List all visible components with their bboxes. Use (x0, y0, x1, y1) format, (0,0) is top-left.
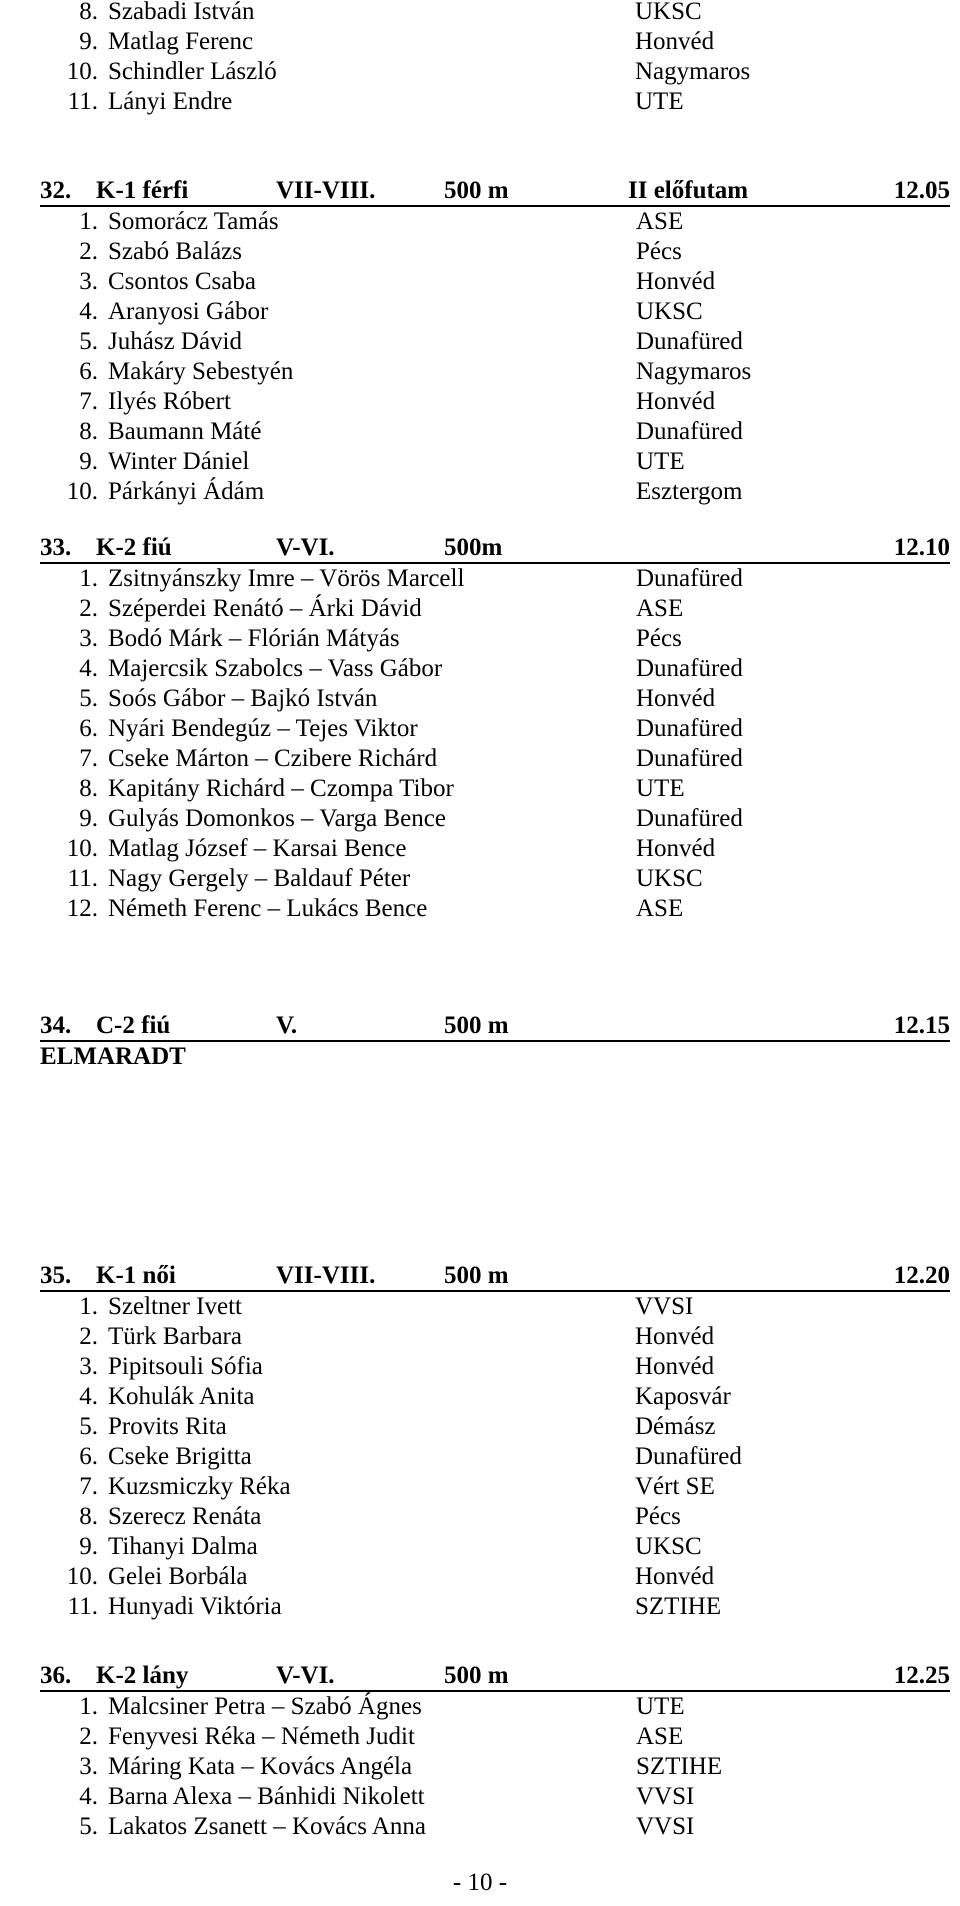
list-item (40, 774, 950, 804)
list-item (40, 1382, 950, 1412)
list-item (40, 237, 950, 267)
position: 2. (79, 1723, 98, 1750)
position: 5. (79, 685, 98, 712)
club-name: UKSC (635, 0, 702, 25)
position: 3. (79, 1753, 98, 1780)
position: 8. (79, 418, 98, 445)
club-name: UKSC (635, 1533, 702, 1560)
position: 5. (79, 1813, 98, 1840)
list-item (40, 1752, 950, 1782)
club-name: UTE (636, 1693, 685, 1720)
club-name: Dunafüred (636, 328, 743, 355)
boat-class: C-2 fiú (96, 1012, 171, 1039)
race-header (40, 1011, 950, 1042)
club-name: Honvéd (635, 1353, 715, 1380)
list-item (40, 1472, 950, 1502)
club-name: Nagymaros (636, 358, 752, 385)
race-time: 12.20 (893, 1262, 950, 1289)
race-distance: 500m (444, 534, 503, 561)
club-name: Honvéd (636, 388, 716, 415)
club-name: Honvéd (635, 28, 715, 55)
position: 1. (79, 565, 98, 592)
race-distance: 500 m (444, 1262, 509, 1289)
competitor-name: Szerecz Renáta (108, 1503, 262, 1530)
list-item (40, 1322, 950, 1352)
club-name: UKSC (636, 865, 703, 892)
position: 8. (79, 1503, 98, 1530)
race-distance: 500 m (444, 1662, 509, 1689)
list-item (40, 744, 950, 774)
list-item (40, 417, 950, 447)
club-name: Honvéd (635, 1563, 715, 1590)
competitor-name: Aranyosi Gábor (108, 298, 269, 325)
competitor-name: Tihanyi Dalma (108, 1533, 258, 1560)
race-number: 36. (40, 1662, 72, 1689)
position: 3. (79, 1353, 98, 1380)
club-name: ASE (636, 1723, 684, 1750)
list-item (40, 0, 950, 27)
position: 3. (79, 268, 98, 295)
list-item (40, 714, 950, 744)
club-name: Dunafüred (636, 655, 743, 682)
list-item (40, 387, 950, 417)
position: 10. (66, 1563, 98, 1590)
position: 9. (79, 805, 98, 832)
club-name: SZTIHE (636, 1753, 723, 1780)
crew-names: Nagy Gergely – Baldauf Péter (108, 865, 411, 892)
list-item (40, 624, 950, 654)
position: 7. (79, 1473, 98, 1500)
competitor-name: Kohulák Anita (108, 1383, 255, 1410)
list-item (40, 564, 950, 594)
position: 2. (79, 238, 98, 265)
club-name: Honvéd (636, 835, 716, 862)
position: 4. (79, 1383, 98, 1410)
competitor-name: Schindler László (108, 58, 277, 85)
race-number: 34. (40, 1012, 72, 1039)
crew-names: Németh Ferenc – Lukács Bence (108, 895, 428, 922)
club-name: Honvéd (636, 268, 716, 295)
position: 5. (79, 328, 98, 355)
list-item (40, 207, 950, 237)
position: 8. (79, 0, 98, 25)
position: 4. (79, 1783, 98, 1810)
list-item (40, 1532, 950, 1562)
age-class: V. (276, 1012, 298, 1039)
club-name: UTE (636, 775, 685, 802)
age-class: V-VI. (276, 1662, 335, 1689)
position: 11. (67, 1593, 98, 1620)
crew-names: Kapitány Richárd – Czompa Tibor (108, 775, 454, 802)
competitor-name: Hunyadi Viktória (108, 1593, 282, 1620)
position: 1. (79, 1693, 98, 1720)
crew-names: Zsitnyánszky Imre – Vörös Marcell (108, 565, 465, 592)
list-item (40, 27, 950, 57)
position: 8. (79, 775, 98, 802)
race-section-33 (40, 533, 950, 924)
position: 11. (67, 865, 98, 892)
list-item (40, 1812, 950, 1842)
competitor-name: Makáry Sebestyén (108, 358, 294, 385)
club-name: Honvéd (636, 685, 716, 712)
competitor-name: Matlag Ferenc (108, 28, 254, 55)
boat-class: K-2 lány (96, 1662, 189, 1689)
competitor-name: Winter Dániel (108, 448, 250, 475)
crew-names: Cseke Márton – Czibere Richárd (108, 745, 438, 772)
race-header (40, 1661, 950, 1692)
race-section-35 (40, 1261, 950, 1622)
competitor-name: Türk Barbara (108, 1323, 242, 1350)
club-name: VVSI (635, 1293, 694, 1320)
competitor-name: Kuzsmiczky Réka (108, 1473, 291, 1500)
competitor-name: Cseke Brigitta (108, 1443, 252, 1470)
list-item (40, 1592, 950, 1622)
boat-class: K-1 női (96, 1262, 176, 1289)
club-name: Dunafüred (635, 1443, 742, 1470)
boat-class: K-1 férfi (96, 177, 189, 204)
position: 7. (79, 388, 98, 415)
list-item (40, 1292, 950, 1322)
club-name: UTE (635, 88, 684, 115)
race-header (40, 533, 950, 564)
position: 2. (79, 1323, 98, 1350)
competitor-name: Csontos Csaba (108, 268, 256, 295)
race-number: 35. (40, 1262, 72, 1289)
list-item (40, 684, 950, 714)
cancelled-notice: ELMARADT (40, 1043, 186, 1070)
competitor-name: Szeltner Ivett (108, 1293, 242, 1320)
list-item (40, 1782, 950, 1812)
competitor-name: Gelei Borbála (108, 1563, 248, 1590)
competitor-name: Juhász Dávid (108, 328, 242, 355)
list-item (40, 267, 950, 297)
age-class: VII-VIII. (276, 1262, 376, 1289)
position: 1. (79, 1293, 98, 1320)
competitor-name: Szabó Balázs (108, 238, 242, 265)
continuation-list (40, 0, 950, 117)
race-header (40, 176, 950, 207)
crew-names: Gulyás Domonkos – Varga Bence (108, 805, 446, 832)
position: 12. (66, 895, 98, 922)
position: 1. (79, 208, 98, 235)
list-item (40, 447, 950, 477)
club-name: Dunafüred (636, 418, 743, 445)
race-section-36 (40, 1661, 950, 1842)
crew-names: Matlag József – Karsai Bence (108, 835, 407, 862)
crew-names: Nyári Bendegúz – Tejes Viktor (108, 715, 418, 742)
club-name: Esztergom (636, 478, 743, 505)
club-name: VVSI (636, 1783, 695, 1810)
position: 7. (79, 745, 98, 772)
crew-names: Soós Gábor – Bajkó István (108, 685, 378, 712)
race-time: 12.10 (893, 534, 950, 561)
crew-names: Lakatos Zsanett – Kovács Anna (108, 1813, 426, 1840)
list-item (40, 594, 950, 624)
club-name: Dunafüred (636, 565, 743, 592)
race-section-32 (40, 176, 950, 507)
club-name: Dunafüred (636, 715, 743, 742)
race-section-34 (40, 1011, 950, 1072)
list-item (40, 1502, 950, 1532)
competitor-name: Pipitsouli Sófia (108, 1353, 263, 1380)
race-time: 12.05 (893, 177, 950, 204)
race-number: 32. (40, 177, 72, 204)
crew-names: Fenyvesi Réka – Németh Judit (108, 1723, 415, 1750)
list-item (40, 894, 950, 924)
club-name: Dunafüred (636, 805, 743, 832)
list-item (40, 1722, 950, 1752)
age-class: VII-VIII. (276, 177, 376, 204)
club-name: VVSI (636, 1813, 695, 1840)
club-name: Vért SE (635, 1473, 715, 1500)
crew-names: Malcsiner Petra – Szabó Ágnes (108, 1693, 422, 1720)
club-name: UKSC (636, 298, 703, 325)
position: 9. (79, 448, 98, 475)
crew-names: Széperdei Renátó – Árki Dávid (108, 595, 422, 622)
race-distance: 500 m (444, 177, 509, 204)
competitor-name: Provits Rita (108, 1413, 227, 1440)
age-class: V-VI. (276, 534, 335, 561)
position: 4. (79, 655, 98, 682)
competitor-name: Lányi Endre (108, 88, 233, 115)
list-item (40, 477, 950, 507)
list-item (40, 1692, 950, 1722)
position: 10. (66, 478, 98, 505)
list-item (40, 804, 950, 834)
position: 3. (79, 625, 98, 652)
race-number: 33. (40, 534, 72, 561)
crew-names: Bodó Márk – Flórián Mátyás (108, 625, 400, 652)
position: 9. (79, 28, 98, 55)
boat-class: K-2 fiú (96, 534, 172, 561)
crew-names: Máring Kata – Kovács Angéla (108, 1753, 413, 1780)
club-name: Nagymaros (635, 58, 751, 85)
page-number: - 10 - (452, 1869, 508, 1896)
position: 6. (79, 715, 98, 742)
list-item (40, 1562, 950, 1592)
competitor-name: Baumann Máté (108, 418, 262, 445)
crew-names: Barna Alexa – Bánhidi Nikolett (108, 1783, 425, 1810)
competitor-name: Szabadi István (108, 0, 255, 25)
list-item (40, 57, 950, 87)
race-time: 12.15 (893, 1012, 950, 1039)
club-name: Pécs (636, 238, 682, 265)
race-time: 12.25 (893, 1662, 950, 1689)
list-item (40, 1442, 950, 1472)
club-name: Pécs (636, 625, 682, 652)
club-name: Kaposvár (635, 1383, 731, 1410)
competitor-name: Somorácz Tamás (108, 208, 279, 235)
race-heat: II előfutam (628, 177, 749, 204)
position: 10. (66, 835, 98, 862)
list-item (40, 864, 950, 894)
club-name: SZTIHE (635, 1593, 722, 1620)
list-item (40, 1412, 950, 1442)
club-name: ASE (636, 595, 684, 622)
club-name: Dunafüred (636, 745, 743, 772)
club-name: ASE (636, 895, 684, 922)
list-item (40, 654, 950, 684)
list-item (40, 297, 950, 327)
crew-names: Majercsik Szabolcs – Vass Gábor (108, 655, 443, 682)
position: 2. (79, 595, 98, 622)
list-item (40, 87, 950, 117)
list-item (40, 834, 950, 864)
club-name: Honvéd (635, 1323, 715, 1350)
position: 6. (79, 358, 98, 385)
list-item (40, 357, 950, 387)
list-item (40, 327, 950, 357)
competitor-name: Ilyés Róbert (108, 388, 231, 415)
club-name: ASE (636, 208, 684, 235)
list-item (40, 1352, 950, 1382)
position: 4. (79, 298, 98, 325)
position: 5. (79, 1413, 98, 1440)
competitor-name: Párkányi Ádám (108, 478, 265, 505)
club-name: Pécs (635, 1503, 681, 1530)
position: 9. (79, 1533, 98, 1560)
position: 10. (66, 58, 98, 85)
club-name: Démász (635, 1413, 716, 1440)
race-header (40, 1261, 950, 1292)
position: 6. (79, 1443, 98, 1470)
club-name: UTE (636, 448, 685, 475)
race-distance: 500 m (444, 1012, 509, 1039)
position: 11. (67, 88, 98, 115)
